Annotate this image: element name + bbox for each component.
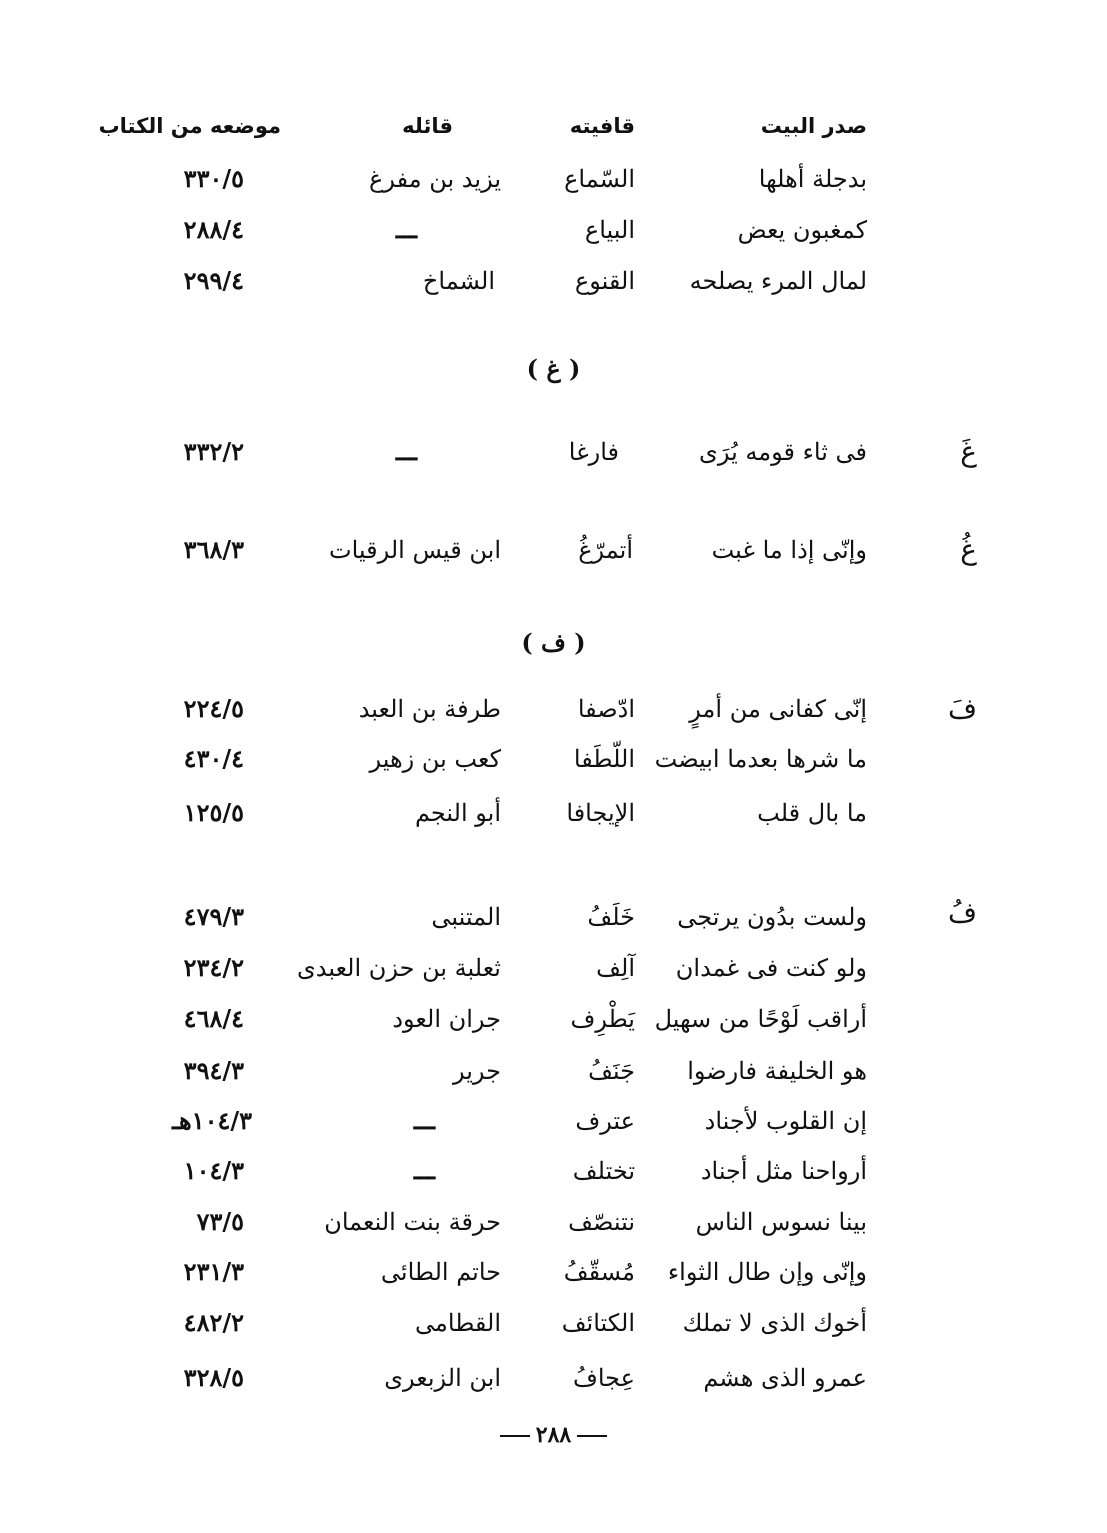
row-qail: ـــ — [413, 1156, 435, 1185]
row-mawdi: ٤٣٠/٤ — [183, 744, 244, 773]
row-qafia: القنوع — [574, 267, 635, 295]
row-qafia: فارغا — [568, 438, 619, 466]
row-qail: ابن قيس الرقيات — [328, 536, 501, 564]
row-sadr: أرواحنا مثل أجناد — [700, 1157, 867, 1185]
row-sadr: ولو كنت فى غمدان — [675, 954, 867, 982]
row-sadr: ما شرها بعدما ابيضت — [654, 745, 867, 773]
row-sadr: أخوك الذى لا تملك — [682, 1309, 867, 1337]
row-letter: فَ — [947, 692, 977, 725]
row-qafia: السّماع — [564, 165, 635, 193]
row-mawdi: ١٠٤/٣هـ — [171, 1106, 252, 1135]
row-sadr: بدجلة أهلها — [758, 165, 867, 193]
row-qail: كعب بن زهير — [369, 745, 501, 773]
row-qail: يزيد بن مفرغ — [369, 165, 501, 193]
row-mawdi: ١٠٤/٣ — [183, 1156, 244, 1185]
row-mawdi: ٢٣٤/٢ — [183, 953, 244, 982]
row-mawdi: ١٢٥/٥ — [183, 798, 244, 827]
header-qail: قائله — [402, 114, 453, 138]
row-qail: ثعلبة بن حزن العبدى — [296, 954, 501, 982]
row-qail: حرقة بنت النعمان — [324, 1208, 501, 1236]
row-qafia: يَطْرِف — [570, 1005, 635, 1033]
row-letter: فُ — [947, 896, 977, 929]
row-sadr: لمال المرء يصلحه — [689, 267, 867, 295]
page-number-dash-right — [577, 1435, 607, 1437]
row-sadr: ما بال قلب — [757, 799, 867, 827]
row-qail: الشماخ — [422, 267, 495, 295]
row-mawdi: ٣٣٠/٥ — [183, 164, 244, 193]
row-qafia: البياع — [584, 216, 635, 244]
row-qafia: اللّطَفا — [573, 745, 635, 773]
section-title-ghain: ( غ ) — [526, 354, 581, 383]
header-sadr: صدر البيت — [760, 114, 867, 138]
row-sadr: ولست بدُون يرتجى — [677, 903, 867, 931]
row-sadr: فى ثاء قومه يُرَى — [699, 438, 867, 466]
header-qafia: قافيته — [569, 114, 635, 138]
row-letter: غَ — [960, 435, 977, 468]
row-qafia: خَلَفُ — [587, 903, 635, 931]
row-qafia: الكتائف — [561, 1309, 635, 1337]
row-qafia: مُسقّفُ — [563, 1258, 635, 1286]
row-qail: المتنبى — [431, 903, 501, 931]
row-qafia: تختلف — [572, 1157, 635, 1185]
page-number-dash-left — [500, 1435, 530, 1437]
header-mawdi: موضعه من الكتاب — [98, 114, 281, 138]
row-sadr: إن القلوب لأجناد — [704, 1107, 867, 1135]
row-sadr: بينا نسوس الناس — [695, 1208, 867, 1236]
row-mawdi: ٤٨٢/٢ — [183, 1308, 244, 1337]
row-qail: ـــ — [395, 215, 417, 244]
row-mawdi: ٣٩٤/٣ — [183, 1056, 244, 1085]
row-sadr: هو الخليفة فارضوا — [687, 1057, 867, 1085]
row-sadr: وإنّى إذا ما غبت — [711, 536, 867, 564]
row-qafia: آلِف — [596, 954, 635, 982]
row-qafia: عِجافُ — [572, 1364, 635, 1392]
row-mawdi: ٢٢٤/٥ — [183, 694, 244, 723]
row-qail: حاتم الطائى — [380, 1258, 501, 1286]
row-mawdi: ٤٧٩/٣ — [183, 902, 244, 931]
row-qafia: أتمرّغُ — [578, 536, 633, 564]
row-mawdi: ٣٦٨/٣ — [183, 535, 244, 564]
page-number-value: ٢٨٨ — [535, 1422, 572, 1448]
row-qafia: الإيجافا — [566, 799, 635, 827]
row-qafia: ادّصفا — [577, 695, 635, 723]
row-sadr: وإنّى وإن طال الثواء — [667, 1258, 867, 1286]
row-sadr: إنّى كفانى من أمرٍ — [689, 695, 867, 723]
row-mawdi: ٢٨٨/٤ — [183, 215, 244, 244]
row-qafia: نتنصّف — [568, 1208, 635, 1236]
row-sadr: عمرو الذى هشم — [703, 1364, 867, 1392]
row-mawdi: ٧٣/٥ — [196, 1207, 244, 1236]
row-qail: ـــ — [413, 1106, 435, 1135]
row-sadr: أراقب لَوْحًا من سهيل — [654, 1005, 867, 1033]
page-number — [0, 1420, 1107, 1450]
row-qail: طرفة بن العبد — [358, 695, 501, 723]
row-qail: جرير — [453, 1057, 501, 1085]
row-qail: جران العود — [392, 1005, 501, 1033]
row-letter: غُ — [960, 533, 977, 566]
row-mawdi: ٢٣١/٣ — [183, 1257, 244, 1286]
row-mawdi: ٣٣٢/٢ — [183, 437, 244, 466]
row-mawdi: ٤٦٨/٤ — [183, 1004, 244, 1033]
row-qail: ابن الزبعرى — [384, 1364, 501, 1392]
row-mawdi: ٢٩٩/٤ — [183, 266, 244, 295]
row-qail: ـــ — [395, 437, 417, 466]
row-qafia: جَنَفُ — [588, 1057, 635, 1085]
row-qafia: عترف — [575, 1107, 635, 1135]
row-qail: أبو النجم — [414, 799, 501, 827]
row-mawdi: ٣٢٨/٥ — [183, 1363, 244, 1392]
row-qail: القطامى — [415, 1309, 501, 1337]
section-title-fa: ( ف ) — [521, 628, 586, 657]
row-sadr: كمغبون يعض — [737, 216, 867, 244]
